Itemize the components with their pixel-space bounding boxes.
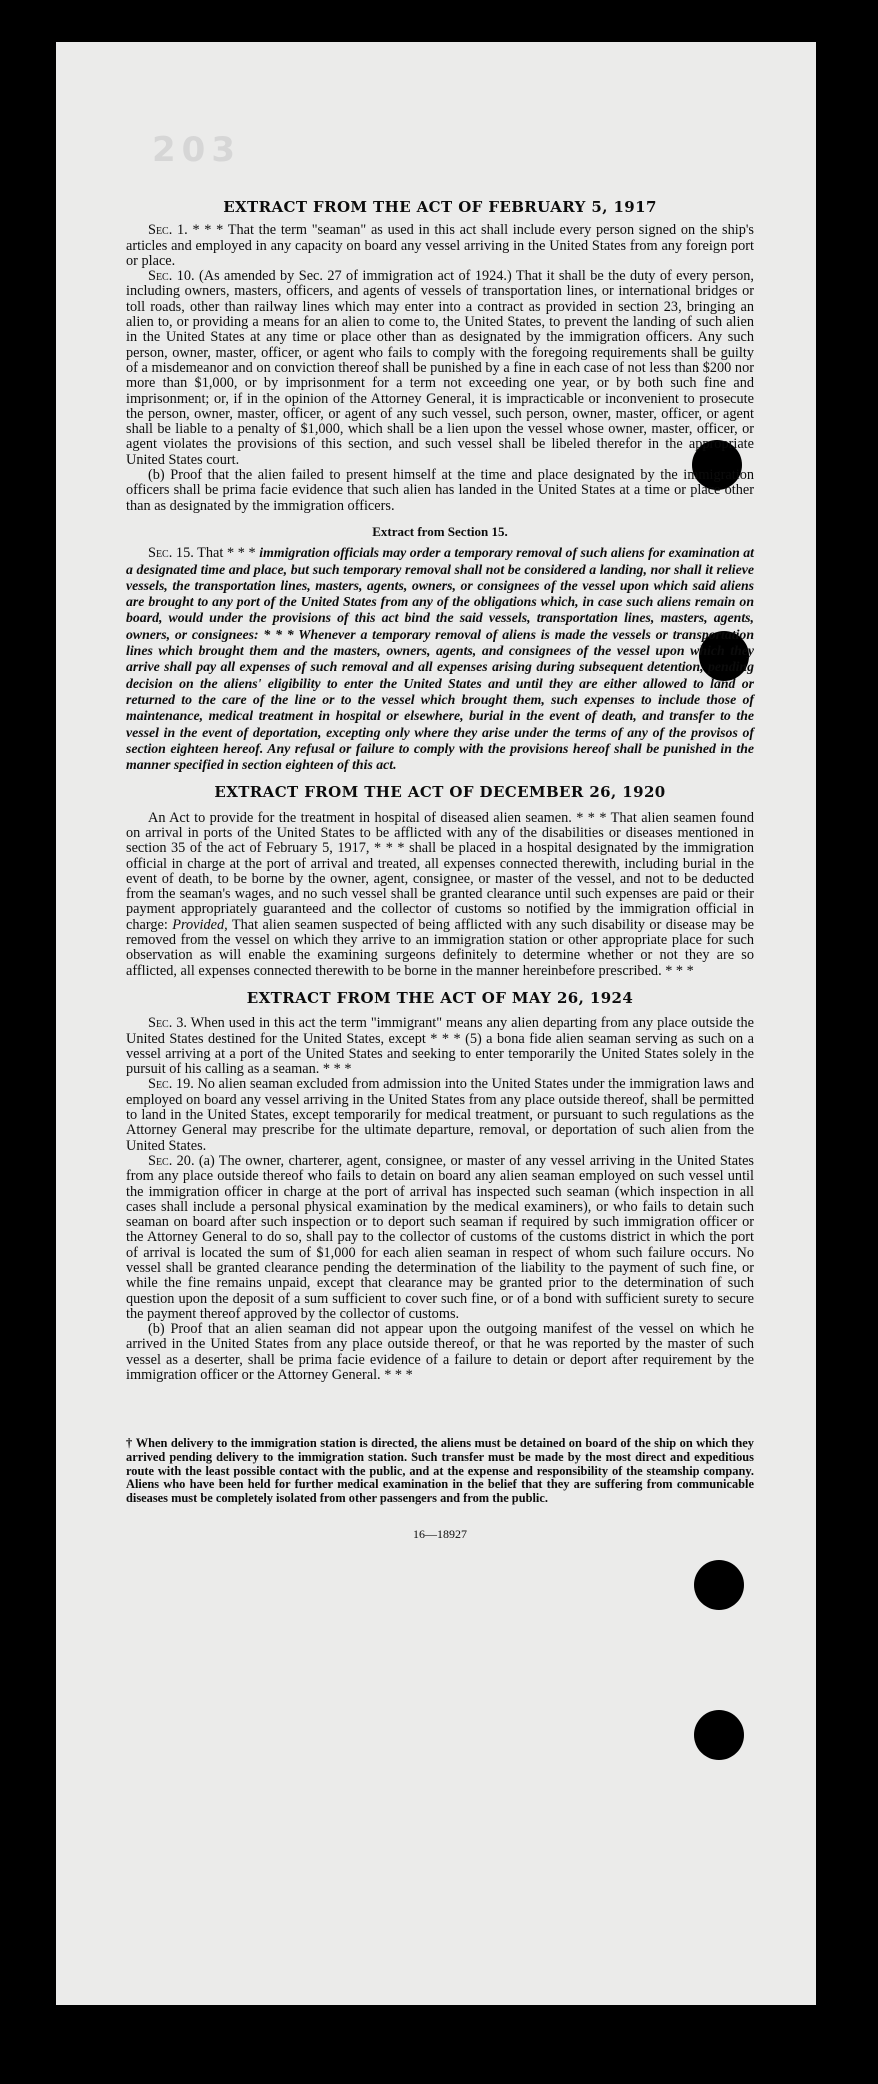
section-label: Sec. 1. — [148, 222, 188, 239]
paragraph-lead: That * * * — [193, 545, 260, 562]
paragraph — [126, 811, 754, 979]
paragraph-text: (As amended by Sec. 27 of immigration act of 1924.) That it shall be the duty of every person, including owners, masters, officers, and agents of vessels of transportation lines, or international bridges or toll roads, other than railway lines which may enter into a contract as provided in section 23, bringing an alien to, or providing a means for an alien to come to, the United States, to prevent the landing of such alien in the United States at any time or place other than as designated by the immigration officers. Any such person, owner, master, officer, or agent who fails to comply with the foregoing requirements shall be guilty of a misdemeanor and on conviction thereof shall be punished by a fine in each case of not less than $200 nor more than $1,000, or by imprisonment for a term not exceeding one year, or by both such fine and imprisonment; or, if in the opinion of the Attorney General, it is impracticable or inconvenient to prosecute the person, owner, master, officer, or agent of any such vessel, such person, owner, master, officer, or agent shall be liable to a penalty of $1,000, which shall be a lien upon the vessel whose owner, master, officer, or agent violates the provisions of this section, and such vessel shall be libeled therefor in the appropriate United States court. — [126, 268, 754, 468]
section-label: Sec. 20. — [148, 1152, 195, 1169]
proviso-word: Provided, — [172, 916, 228, 933]
subsection-heading: Extract from Section 15. — [372, 523, 508, 539]
paragraph-text: That alien seamen suspected of being afflicted with any such disability or disease may be removed from the vessel on which they arrive to an immigration station or other appropriate place for such observation as will enable the examining surgeons definitely to determine whether or not they are so afflicted, all expenses connected therewith to be borne in the manner hereinbefore prescribed. * * * — [126, 916, 754, 979]
paragraph-text: No alien seaman excluded from admission into the United States under the immigration laws and employed on board any vessel arriving in the United States from any place outside thereof, shall be permitted to land in the United States, except temporarily for medical treatment, or pursuant to such regulations as the Attorney General may prescribe for the ultimate departure, removal, or deportation of such alien from the United States. — [126, 1076, 755, 1154]
paragraph-text: An Act to provide for the treatment in hospital of diseased alien seamen. * * * That alien seamen found on arrival in ports of the United States to be afflicted with any of the disabilities or diseases mentioned in section 35 of the act of February 5, 1917, * * * shall be placed in a hospital designated by the immigration official in charge at the port of arrival and treated, all expenses connected therewith, including burial in the event of death, to be borne by the owner, agent, consignee, or master of the vessel, and not to be deducted from the seaman's wages, and no such vessel shall be granted clearance until such expenses are paid or their payment appropriately guaranteed and the collector of customs so notified by the immigration official in charge: — [126, 809, 754, 933]
paragraph — [126, 223, 754, 269]
paragraph — [126, 1016, 754, 1077]
paragraph — [126, 269, 754, 468]
italic-text: immigration officials may order a temporary removal of such aliens for examination at a designated time and place, but such temporary removal shall not be considered a landing, nor shall it relieve vessels, the transportation lines, masters, agents, owners, or consignees of the vessel upon which said aliens are brought to any port of the United States from any of the obligations which, in case such aliens remain on board, would under the provisions of this act bind the said vessels, transportation lines, masters, agents, owners, or consignees: * * * Whenever a temporary removal of aliens is made the vessels or transportation lines which brought them and the masters, owners, agents, and consignees of the vessel upon which they arrive shall pay all expenses of such removal and all expenses arising during subsequent detention, pending decision on the aliens' eligibility to enter the United States and until they are either allowed to land or returned to the care of the line or to the vessel which brought them, such expenses to include those of maintenance, medical treatment in hospital or elsewhere, burial in the event of death, and transfer to the vessel in the event of deportation, excepting only where they arise under the terms of any of the provisos of section eighteen hereof. Any refusal or failure to comply with the provisions hereof shall be punished in the manner specified in section eighteen of this act. — [126, 545, 754, 773]
section-heading: EXTRACT FROM THE ACT OF DECEMBER 26, 1920 — [214, 783, 666, 802]
footnote: † When delivery to the immigration station is directed, the aliens must be detained on board of the ship on which they arrived pending delivery to the immigration station. Such transfer must be made by the most direct and expeditious route with the least possible contact with the public, and at the expense and responsibility of the steamship company. Aliens who have been held for further medical examination in the belief that they are suffering from communicable diseases must be completely isolated from other passengers and from the public. — [126, 1436, 754, 1505]
paragraph-text: * * * That the term "seaman" as used in this act shall include every person signed on the ship's articles and employed in any capacity on board any vessel arriving in the United States from any foreign port or place. — [126, 222, 754, 269]
paragraph: (b) Proof that the alien failed to present himself at the time and place designated by the immigration officers shall be prima facie evidence that such alien has landed in the United States at a time or place other than as designated by the immigration officers. — [126, 467, 754, 514]
paragraph: (b) Proof that an alien seaman did not appear upon the outgoing manifest of the vessel on which he arrived in the United States from any place outside thereof, or that he was reported by the master of such vessel as a deserter, shall be prima facie evidence of a failure to detain or deport after requirement by the immigration officer or the Attorney General. * * * — [126, 1321, 754, 1384]
document-body — [126, 200, 754, 1543]
section-label: Sec. 10. — [148, 268, 195, 285]
punch-hole — [694, 1560, 744, 1610]
form-number: 16—18927 — [413, 1527, 467, 1542]
punch-hole — [694, 1710, 744, 1760]
paragraph — [126, 545, 754, 773]
document-page — [56, 42, 816, 2005]
section-heading: EXTRACT FROM THE ACT OF MAY 26, 1924 — [246, 988, 634, 1007]
paragraph-text: (a) The owner, charterer, agent, consignee, or master of any vessel arriving in the United States from any place outside thereof who fails to detain on board any alien seaman employed on such vessel until the immigration officer in charge at the port of arrival has inspected such seaman (which inspection in all cases shall include a personal physical examination by the medical examiners), or who fails to detain such seaman on board after such inspection or to deport such seaman if required by such immigration officer or the Attorney General to do so, shall pay to the collector of customs of the customs district in which the port of arrival is located the sum of $1,000 for each alien seaman in respect of whom such failure occurs. No vessel shall be granted clearance pending the determination of the liability to the payment of such fine, or while the fine remains unpaid, except that clearance may be granted prior to the determination of such question upon the deposit of a sum sufficient to cover such fine, or of a bond with sufficient surety to secure the payment thereof approved by the collector of customs. — [126, 1152, 754, 1322]
paragraph-text: When used in this act the term "immigrant" means any alien departing from any place outside the United States destined for the United States, except * * * (5) a bona fide alien seaman serving as such on a vessel arriving at a port of the United States and seeking to enter temporarily the United States solely in the pursuit of his calling as a seaman. * * * — [126, 1015, 754, 1078]
paragraph — [126, 1154, 754, 1322]
section-label: Sec. 3. — [148, 1015, 187, 1032]
section-label: Sec. 19. — [148, 1076, 194, 1093]
section-heading: EXTRACT FROM THE ACT OF FEBRUARY 5, 1917 — [223, 198, 657, 216]
paragraph — [126, 1077, 754, 1153]
section-label: Sec. 15. — [148, 545, 194, 562]
bleed-through-mark: 203 — [152, 130, 241, 170]
